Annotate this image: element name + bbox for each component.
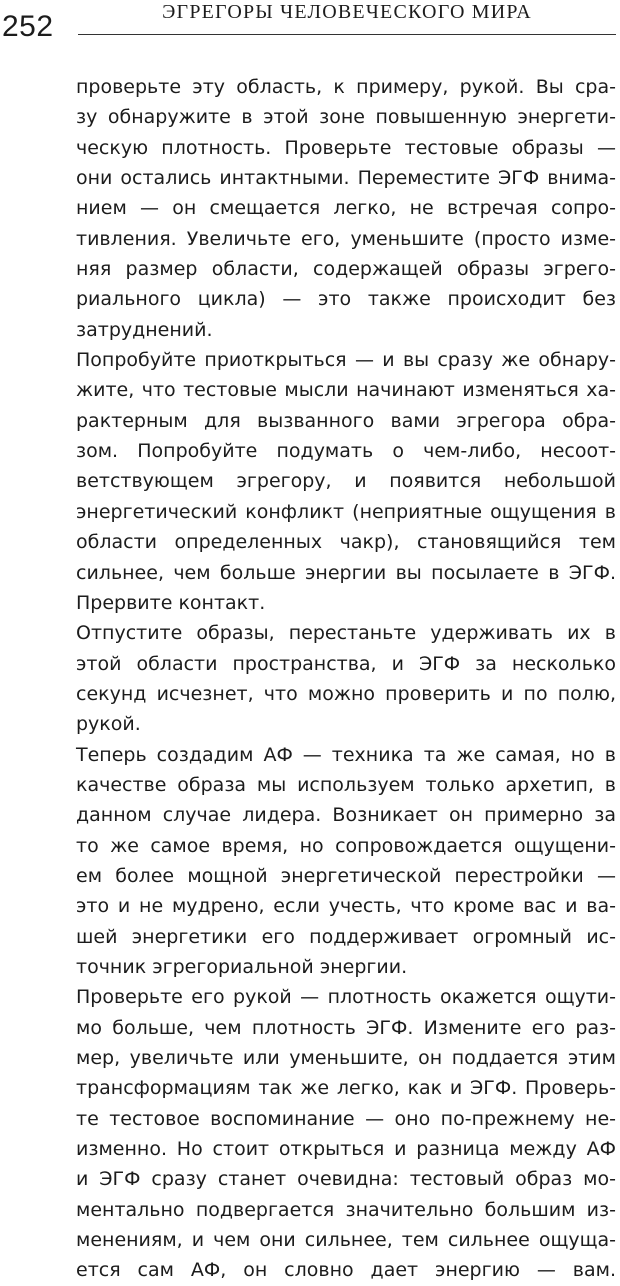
text-line: няя размер области, содержащей образы эгрего- [76,258,616,281]
text-line: шей энергетики его поддерживает огромный ис- [76,925,616,948]
text-line: Отпустите образы, перестаньте удерживать их в [76,622,616,645]
text-line: секунд исчезнет, что можно проверить и по полю, [76,682,616,705]
header-rule [78,34,616,35]
text-line: этой области пространства, и ЭГФ за несколько [76,652,616,675]
text-line: области определенных чакр), становящийся тем [76,531,616,554]
running-title: ЭГРЕГОРЫ ЧЕЛОВЕЧЕСКОГО МИРА [162,1,532,23]
text-line: зу обнаружите в этой зоне повышенную энергети- [76,106,616,129]
text-line: сильнее, чем больше энергии вы посылаете в ЭГФ. [76,561,616,584]
text-line: данном случае лидера. Возникает он примерно за [76,804,616,827]
text-line: качестве образа мы используем только архетип, в [76,773,616,796]
text-line: тивления. Увеличьте его, уменьшите (просто изме- [76,227,616,250]
text-line: те тестовое воспоминание — оно по-прежнему не- [76,1107,616,1130]
paragraph-end-line: затруднений. [76,318,213,341]
text-line: рактерным для вызванного вами эгрегора обра- [76,409,616,432]
text-line: риального цикла) — это также происходит без [76,288,616,311]
paragraph-end-line: точник эгрегориальной энергии. [76,955,408,978]
text-line: ветствующем эгрегору, и появится небольшой [76,470,616,493]
text-line: это и не мудрено, если учесть, что кроме вас и ва- [76,895,616,918]
text-line: они остались интактными. Переместите ЭГФ внима- [76,167,616,190]
text-line: трансформациям так же легко, как и ЭГФ. Проверь- [76,1077,616,1100]
text-line: то же самое время, но сопровождается ощущени- [76,834,616,857]
text-line: зом. Попробуйте подумать о чем-либо, несоот- [76,440,616,463]
text-line: энергетический конфликт (неприятные ощущения в [76,500,616,523]
text-line: ется сам АФ, он словно дает энергию — вам. [76,1259,616,1282]
text-line: нием — он смещается легко, не встречая сопро- [76,197,616,220]
text-line: проверьте эту область, к примеру, рукой. Вы сра- [76,76,616,98]
body-text [76,72,616,1286]
text-line: жите, что тестовые мысли начинают изменяться ха- [76,379,616,402]
text-line: Попробуйте приоткрыться — и вы сразу же обнару- [76,349,616,372]
page-number: 252 [2,10,54,43]
text-line: Проверьте его рукой — плотность окажется ощути- [76,986,616,1009]
text-line: ем более мощной энергетической перестройки — [76,864,616,887]
text-line: мо больше, чем плотность ЭГФ. Измените его раз- [76,1016,616,1039]
paragraph-end-line: рукой. [76,713,141,736]
paragraph-end-line: Прервите контакт. [76,591,266,614]
text-line: мер, увеличьте или уменьшите, он поддается этим [76,1047,616,1069]
text-line: Теперь создадим АФ — техника та же самая, но в [76,743,616,766]
text-line: изменно. Но стоит открыться и разница между АФ [76,1138,616,1161]
text-line: ческую плотность. Проверьте тестовые образы — [76,136,616,159]
text-line: менениям, и чем они сильнее, тем сильнее ощуща- [76,1229,616,1252]
text-line: и ЭГФ сразу станет очевидна: тестовый образ мо- [76,1168,616,1191]
text-line: ментально подвергается значительно большим из- [76,1198,616,1221]
